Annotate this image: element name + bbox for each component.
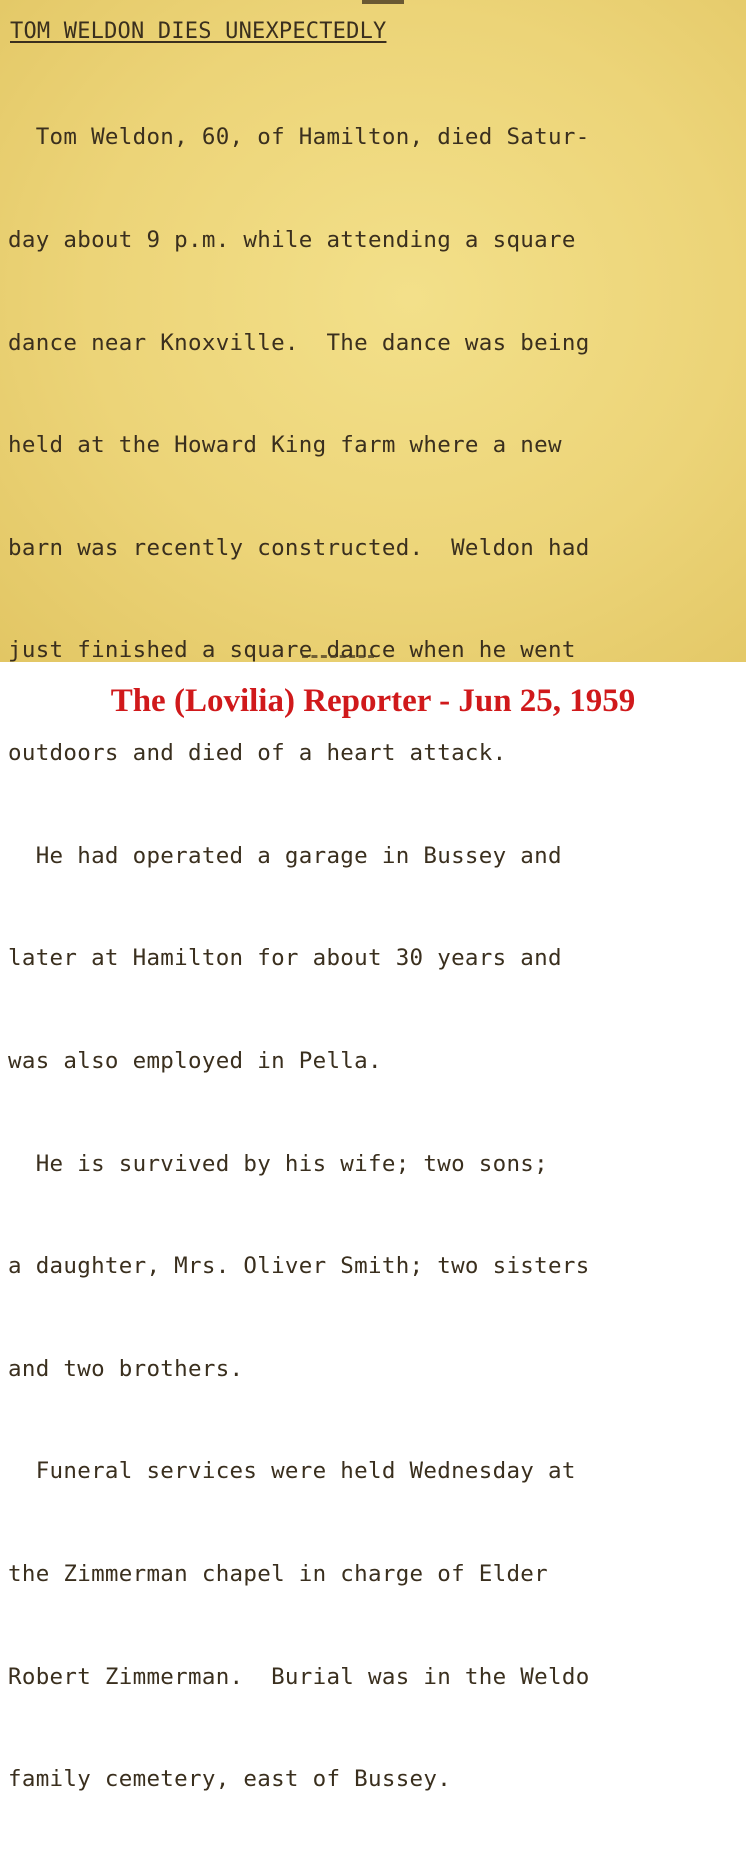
article-line: dance near Knoxville. The dance was being xyxy=(8,329,590,356)
article-line: later at Hamilton for about 30 years and xyxy=(8,945,562,972)
article-line: barn was recently constructed. Weldon had xyxy=(8,534,590,561)
source-caption: The (Lovilia) Reporter - Jun 25, 1959 xyxy=(110,682,636,719)
article-body xyxy=(8,52,590,1865)
article-line: Robert Zimmerman. Burial was in the Weldo xyxy=(8,1663,590,1690)
article-line: family cemetery, east of Bussey. xyxy=(8,1766,452,1793)
article-line: just finished a square dance when he went xyxy=(8,637,576,664)
top-rule xyxy=(362,0,404,4)
bottom-rule xyxy=(302,655,374,661)
article-line: He had operated a garage in Bussey and xyxy=(8,842,562,869)
article-line: was also employed in Pella. xyxy=(8,1047,382,1074)
article-line: and two brothers. xyxy=(8,1355,244,1382)
article-line: outdoors and died of a heart attack. xyxy=(8,740,507,767)
article-line: He is survived by his wife; two sons; xyxy=(8,1150,548,1177)
article-line: a daughter, Mrs. Oliver Smith; two sisters xyxy=(8,1253,590,1280)
article-line: Funeral services were held Wednesday at xyxy=(8,1458,576,1485)
article-line: held at the Howard King farm where a new xyxy=(8,432,562,459)
article-line: Tom Weldon, 60, of Hamilton, died Satur- xyxy=(8,124,590,151)
article-line: day about 9 p.m. while attending a square xyxy=(8,227,576,254)
article-line: the Zimmerman chapel in charge of Elder xyxy=(8,1560,548,1587)
headline: TOM WELDON DIES UNEXPECTEDLY xyxy=(10,19,387,44)
